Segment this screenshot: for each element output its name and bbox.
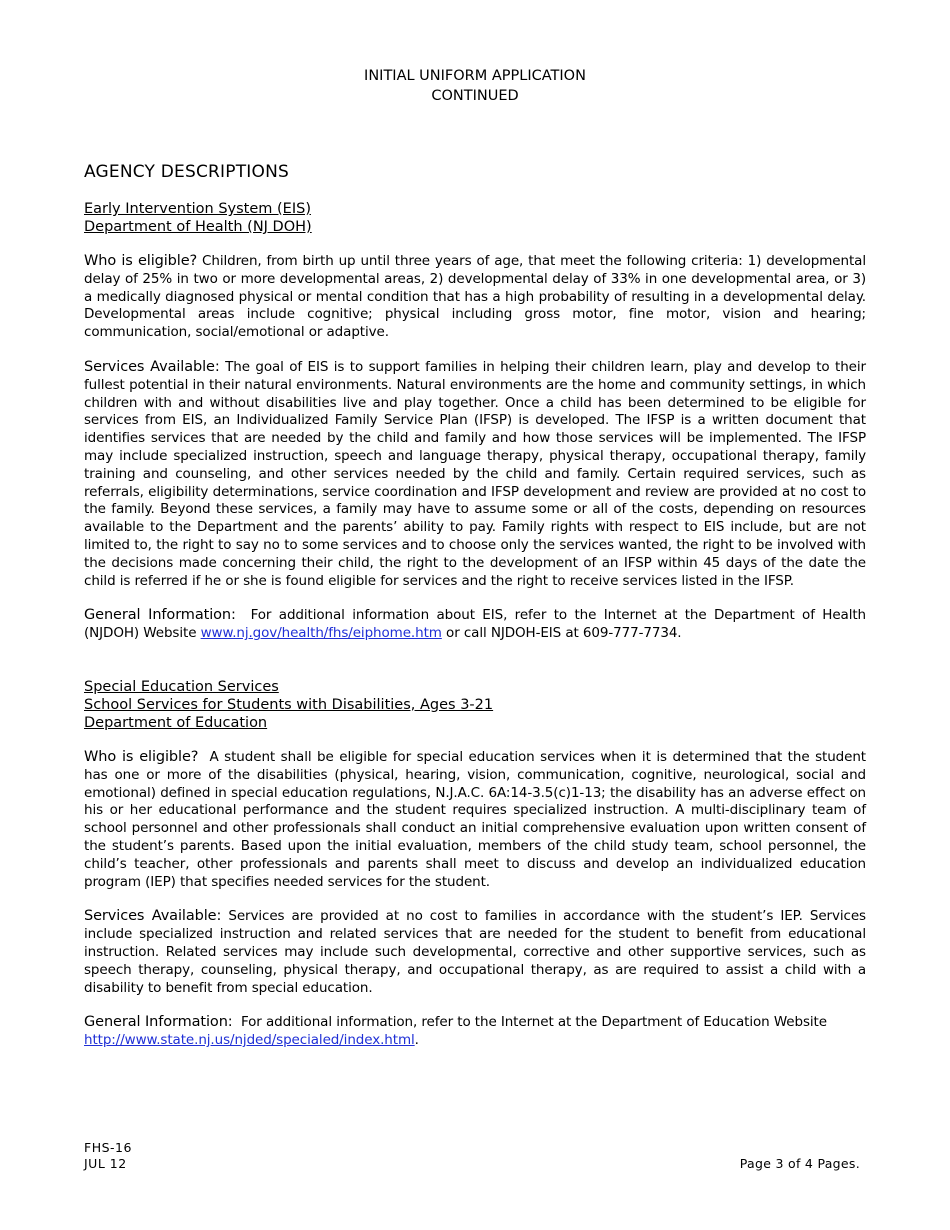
sped-heading-name: Special Education Services [84,678,279,695]
eis-services-label: Services Available: [84,358,220,375]
eis-general-paragraph [84,607,866,643]
sped-general-paragraph [84,1014,866,1050]
eis-heading [84,200,866,236]
eis-eligibility-label: Who is eligible? [84,253,198,269]
eis-heading-department: Department of Health (NJ DOH) [84,219,312,235]
sped-eligibility-paragraph [84,749,866,891]
footer-form-date: JUL 12 [84,1156,127,1171]
eis-website-link[interactable]: www.nj.gov/health/fhs/eiphome.htm [200,625,442,642]
sped-services-paragraph [84,908,866,997]
eis-services-paragraph [84,359,866,590]
sped-heading-department: Department of Education [84,714,268,731]
header-subtitle: CONTINUED [431,88,519,104]
eis-general-contact: or call NJDOH-EIS at 609-777-7734. [446,625,682,642]
sped-website-link[interactable]: http://www.state.nj.us/njded/specialed/index.html [84,1032,415,1049]
document-body [84,160,866,1067]
sped-general-period: . [414,1032,419,1049]
footer-page-number: Page 3 of 4 Pages. [739,1156,860,1171]
eis-eligibility-paragraph [84,253,866,342]
eis-eligibility-text: Children, from birth up until three years of age, that meet the following criteria: 1) developmental delay of 25% in two or more developmental areas, 2) developmental delay of 33% in one developmental area, or 3) a medically diagnosed physical or mental condition that has a high probability of resulting in a developmental delay. Developmental areas include cognitive; physical including gross motor, fine motor, vision and hearing; communication, social/emotional or adaptive. [84,253,866,341]
sped-general-text: For additional information, refer to the Internet at the Department of Education Website [240,1014,827,1031]
sped-services-label: Services Available: [84,908,222,925]
section-title: AGENCY DESCRIPTIONS [84,162,289,182]
sped-eligibility-label: Who is eligible? [84,748,199,765]
sped-services-text: Services are provided at no cost to families in accordance with the student’s IEP. Services include specialized instruction and related services that are needed for the student to benefit from educational instruction. Related services may include such developmental, corrective and other supportive services, such as speech therapy, counseling, physical therapy, and occupational therapy, as are required to assist a child with a disability to benefit from special education. [84,908,866,996]
sped-heading-program: School Services for Students with Disabilities, Ages 3-21 [84,696,494,713]
section-spacer [84,660,866,678]
sped-general-label: General Information: [84,1014,233,1031]
sped-heading [84,678,866,732]
eis-services-text: The goal of EIS is to support families in helping their children learn, play and develop to their fullest potential in their natural environments. Natural environments are the home and community settings, in which children with and without disabilities live and play together. Once a child has been determined to be eligible for services from EIS, an Individualized Family Service Plan (IFSP) is developed. The IFSP is a written document that identifies services that are needed by the child and family and how those services will be implemented. The IFSP may include specialized instruction, speech and language therapy, physical therapy, occupational therapy, family training and counseling, and other services needed by the child and family. Certain required services, such as referrals, eligibility determinations, service coordination and IFSP development and review are provided at no cost to the family. Beyond these services, a family may have to assume some or all of the costs, depending on resources available to the Department and the parents’ ability to pay. Family rights with respect to EIS include, but are not limited to, the right to say no to some services and to choose only the services wanted, the right to be involved with the decisions made concerning their child, the right to the development of an IFSP within 45 days of the date the child is referred if he or she is found eligible for services and the right to receive services listed in the IFSP. [84,358,866,589]
eis-general-label: General Information: [84,607,236,624]
eis-heading-name: Early Intervention System (EIS) [84,201,311,217]
footer-form-id: FHS-16 [84,1140,132,1155]
sped-eligibility-text: A student shall be eligible for special education services when it is determined that the student has one or more of the disabilities (physical, hearing, vision, communication, cognitive, neurological, social and emotional) defined in special education regulations, N.J.A.C. 6A:14-3.5(c)1-13; the disability has an adverse effect on his or her educational performance and the student requires specialized instruction. A multi-disciplinary team of school personnel and other professionals shall conduct an initial comprehensive evaluation upon written consent of the student’s parents. Based upon the initial evaluation, members of the child study team, school personnel, the child’s teacher, other professionals and parents shall meet to discuss and develop an individualized education program (IEP) that specifies needed services for the student. [84,748,866,890]
footer-form-info [84,1140,132,1172]
eis-general-text: For additional information about EIS, refer to the Internet at the Department of Health (NJDOH) Website [84,607,866,642]
header-title: INITIAL UNIFORM APPLICATION [364,68,586,84]
document-header [0,66,950,106]
